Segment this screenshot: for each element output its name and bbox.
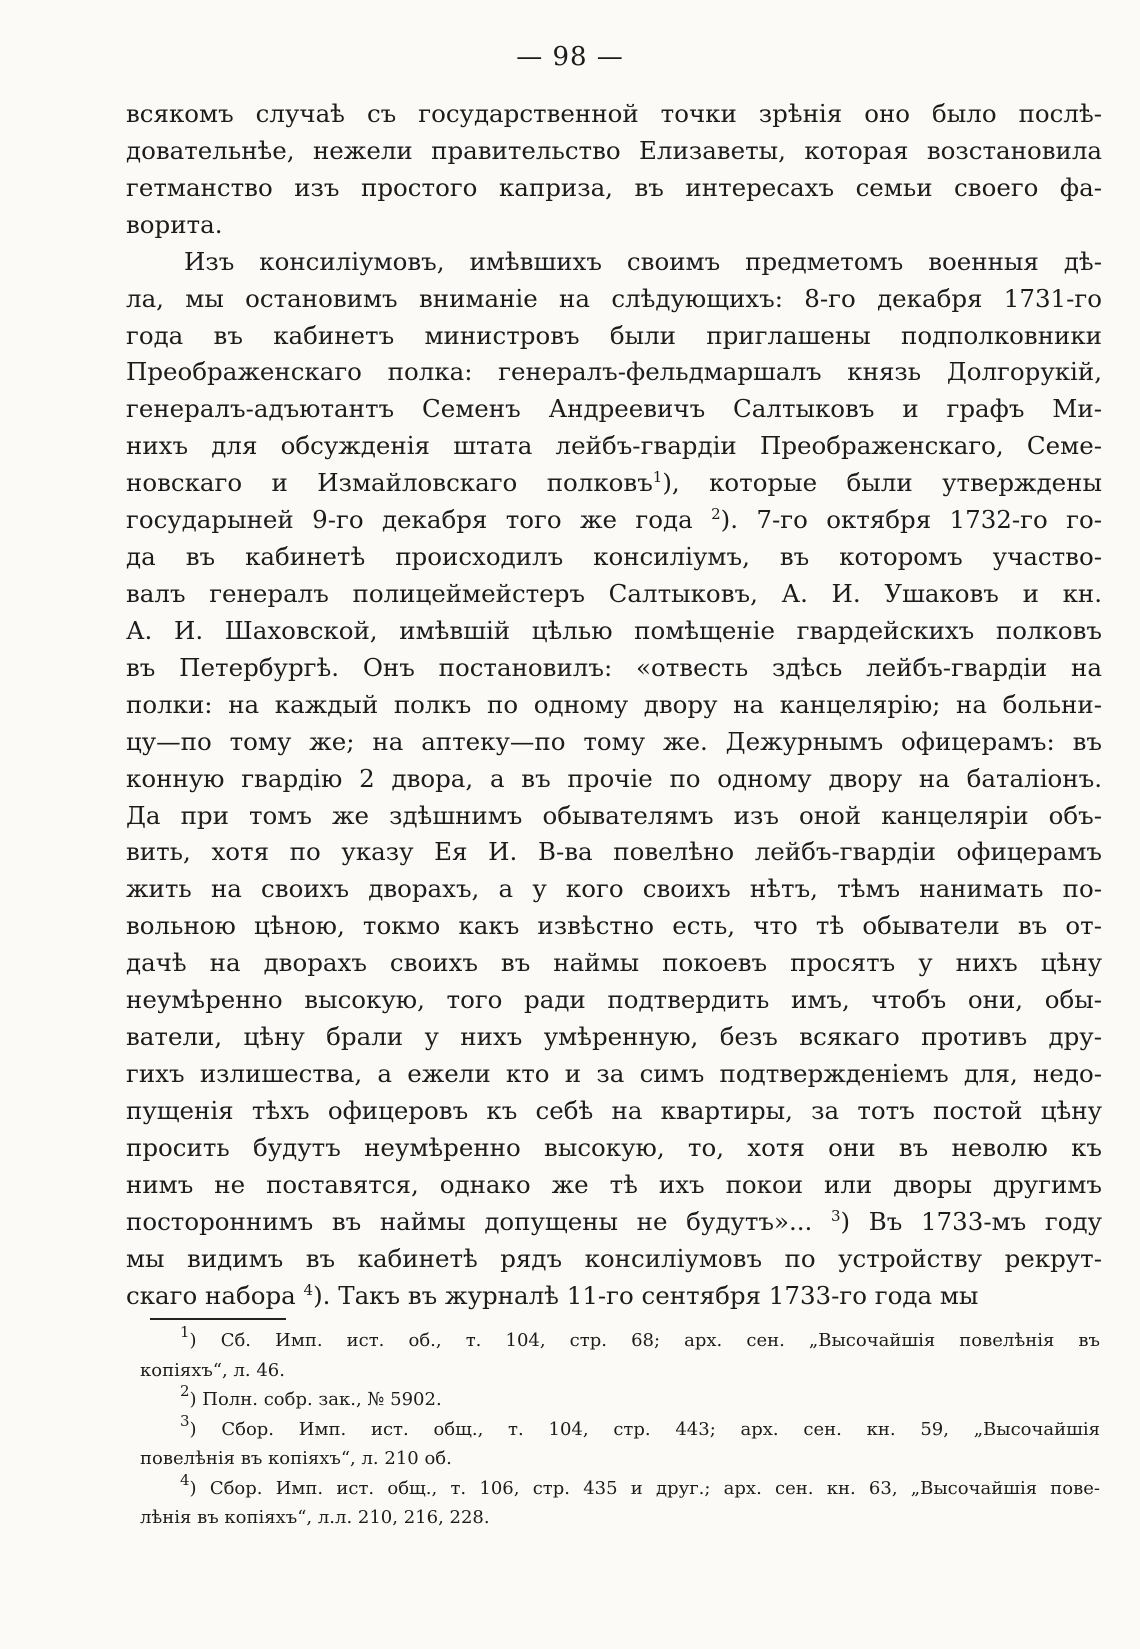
text-line: нимъ не поставятся, однако же тѣ ихъ покои или дворы другимъ	[126, 1169, 1102, 1199]
footnote-text: Сбор. Имп. ист. общ., т. 104, стр. 443; арх. сен. кн. 59, „Высочайшія	[221, 1418, 1100, 1440]
footnote-line: $^4$) Сбор. Имп. ист. общ., т. 106, стр. 435 и друг.; арх. сен. кн. 63, „Высочайшія пове-	[180, 1470, 1101, 1499]
body-text	[126, 96, 1102, 1314]
footnote-ref: 1	[652, 468, 663, 487]
text-line: ворита.	[126, 209, 223, 239]
footnote-text: Сбор. Имп. ист. общ., т. 106, стр. 435 и друг.; арх. сен. кн. 63, „Высочайшія пове-	[209, 1477, 1101, 1499]
footnote-mark: 4	[180, 1470, 190, 1489]
text-line: нихъ для обсужденія штата лейбъ-гвардіи Преображенскаго, Семе-	[126, 431, 1102, 461]
text-line	[126, 465, 1102, 502]
text-line: ла, мы остановимъ вниманіе на слѣдующихъ: 8-го декабря 1731-го	[126, 283, 1102, 313]
text-line: года въ кабинетъ министровъ были приглашены подполковники	[126, 320, 1102, 350]
footnote-line: лѣнія въ копіяхъ“, л.л. 210, 216, 228.	[140, 1507, 490, 1528]
footnote-ref: 2	[711, 505, 721, 524]
text-line	[126, 1204, 1102, 1241]
text-line: вить, хотя по указу Ея И. В-ва повелѣно лейбъ-гвардіи офицерамъ	[126, 837, 1102, 867]
text-line: мы видимъ въ кабинетѣ рядъ консиліумовъ по устройству рекрут-	[126, 1243, 1102, 1273]
text-line: всякомъ случаѣ съ государственной точки зрѣнія оно было послѣ-	[126, 99, 1102, 128]
footnote-line: $^2$) Полн. собр. зак., № 5902.	[180, 1382, 442, 1410]
footnote-text: Полн. собр. зак., № 5902.	[202, 1389, 442, 1410]
page-number: — 98 —	[516, 42, 624, 72]
footnotes	[140, 1323, 1101, 1533]
text-fragment: ), которые были утверждены	[662, 468, 1102, 498]
text-fragment: скаго набора	[126, 1280, 296, 1310]
text-line: Изъ консиліумовъ, имѣвшихъ своимъ предметомъ военныя дѣ-	[184, 246, 1102, 276]
text-line: пущенія тѣхъ офицеровъ къ себѣ на квартиры, за тотъ постой цѣну	[126, 1095, 1102, 1125]
text-line	[126, 1278, 1102, 1315]
footnote-line: $^1$) Сб. Имп. ист. об., т. 104, стр. 68; арх. сен. „Высочайшія повелѣнія въ	[180, 1323, 1101, 1351]
text-line: да въ кабинетѣ происходилъ консиліумъ, въ которомъ участво-	[126, 542, 1102, 572]
footnote-divider	[150, 1318, 286, 1320]
text-line: неумѣренно высокую, того ради подтвердить имъ, чтобъ они, обы-	[126, 985, 1102, 1015]
footnote-line: $^3$) Сбор. Имп. ист. общ., т. 104, стр. 443; арх. сен. кн. 59, „Высочайшія	[180, 1411, 1100, 1440]
text-line: гихъ излишества, а ежели кто и за симъ подтвержденіемъ для, недо-	[126, 1058, 1102, 1088]
text-line: валъ генералъ полицеймейстеръ Салтыковъ, А. И. Ушаковъ и кн.	[126, 578, 1102, 608]
text-line: конную гвардію 2 двора, а въ прочіе по одному двору на баталіонъ.	[126, 763, 1102, 793]
footnote-line: повелѣнія въ копіяхъ“, л. 210 об.	[140, 1448, 452, 1469]
text-line: полки: на каждый полкъ по одному двору на канцелярію; на больни-	[126, 689, 1102, 719]
footnote-line: копіяхъ“, л. 46.	[140, 1359, 285, 1381]
text-line: ватели, цѣну брали у нихъ умѣренную, безъ всякаго противъ дру-	[126, 1022, 1102, 1052]
text-line	[126, 502, 1102, 539]
text-line: Преображенскаго полка: генералъ-фельдмаршалъ князь Долгорукій,	[126, 357, 1102, 387]
footnote-mark: 2	[180, 1382, 190, 1400]
footnote-mark: 3	[180, 1411, 190, 1430]
footnote-ref: 4	[303, 1280, 314, 1299]
text-fragment: государыней 9-го декабря того же года	[126, 505, 693, 535]
text-fragment: ). Такъ въ журналѣ 11-го сентября 1733-го года мы	[313, 1280, 979, 1310]
text-line: вольною цѣною, токмо какъ извѣстно есть, что тѣ обыватели въ от-	[126, 911, 1102, 941]
footnote-ref: 3	[830, 1206, 841, 1225]
text-line: Да при томъ же здѣшнимъ обывателямъ изъ оной канцеляріи объ-	[126, 800, 1102, 830]
text-line: жить на своихъ дворахъ, а у кого своихъ нѣтъ, тѣмъ нанимать по-	[126, 874, 1102, 904]
text-fragment: новскаго и Измайловскаго полковъ	[126, 468, 653, 498]
text-line: цу—по тому же; на аптеку—по тому же. Дежурнымъ офицерамъ: въ	[126, 726, 1102, 756]
footnote-text: Сб. Имп. ист. об., т. 104, стр. 68; арх. сен. „Высочайшія повелѣнія въ	[220, 1330, 1101, 1351]
text-line: А. И. Шаховской, имѣвшій цѣлью помѣщеніе гвардейскихъ полковъ	[126, 615, 1102, 645]
text-fragment: ) Въ 1733-мъ году	[840, 1206, 1102, 1236]
text-fragment: ). 7-го октября 1732-го го-	[720, 505, 1102, 535]
text-line: дачѣ на дворахъ своихъ въ наймы покоевъ просятъ у нихъ цѣну	[126, 948, 1102, 978]
text-line: генералъ-адъютантъ Семенъ Андреевичъ Салтыковъ и графъ Ми-	[126, 394, 1102, 424]
text-line: гетманство изъ простого каприза, въ интересахъ семьи своего фа-	[126, 172, 1102, 202]
text-line: въ Петербургѣ. Онъ постановилъ: «отвесть здѣсь лейбъ-гвардіи на	[126, 652, 1102, 682]
text-line: довательнѣе, нежели правительство Елизаветы, которая возстановила	[126, 135, 1102, 165]
text-line: просить будутъ неумѣренно высокую, то, хотя они въ неволю къ	[126, 1132, 1102, 1162]
text-fragment: постороннимъ въ наймы допущены не будутъ»...	[126, 1206, 813, 1236]
footnote-mark: 1	[180, 1323, 190, 1341]
